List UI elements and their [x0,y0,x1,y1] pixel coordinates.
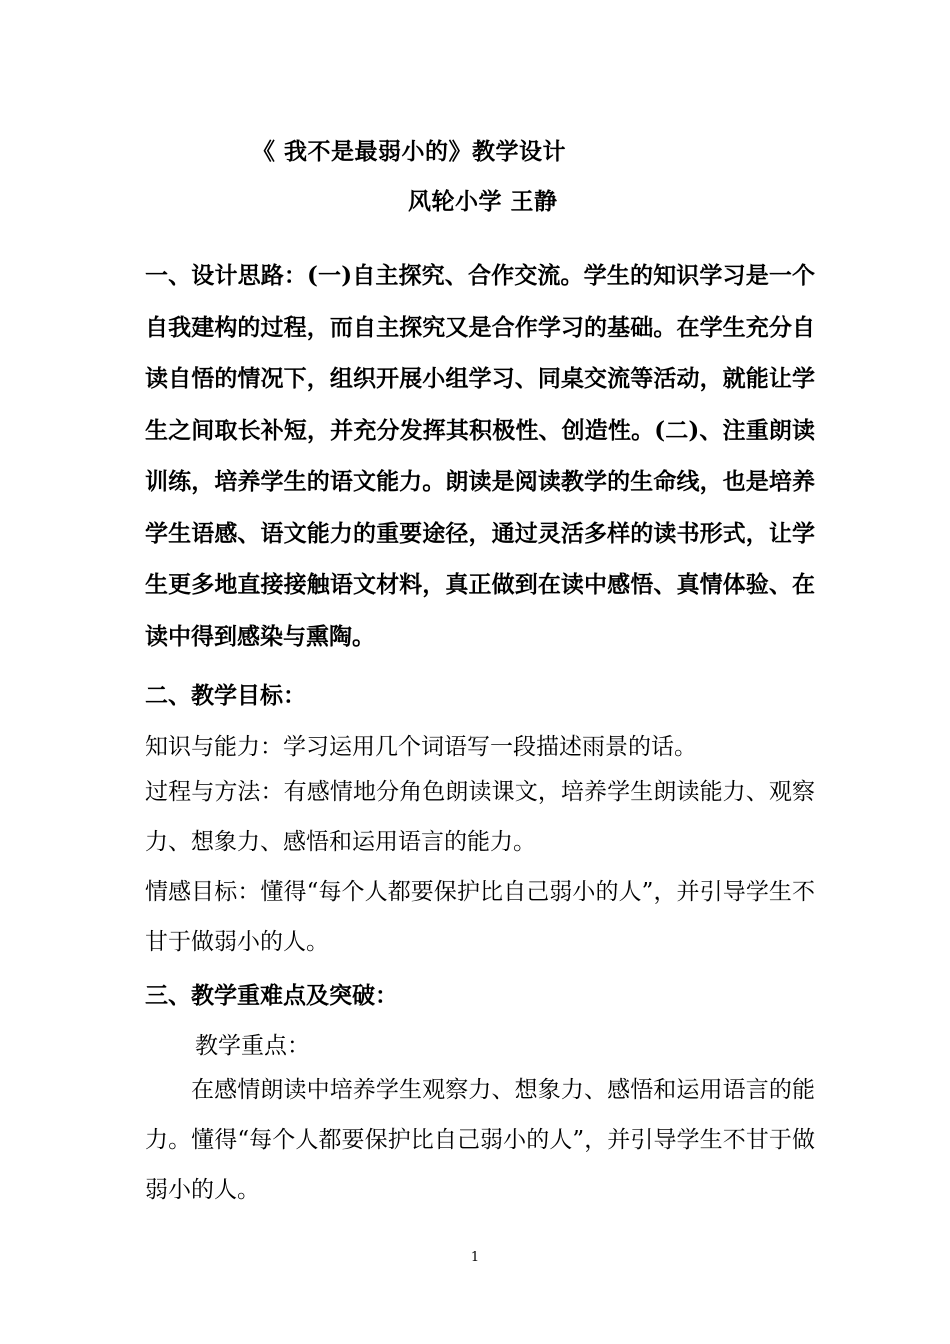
key-point-label: 教学重点： [195,1033,310,1059]
objective-knowledge: 知识与能力：学习运用几个词语写一段描述雨景的话。 [145,734,697,760]
design-ideas-paragraph: 一、设计思路：(一)自主探究、合作交流。学生的知识学习是一个自我建构的过程，而自主探究又是合作学习的基础。在学生充分自读自悟的情况下，组织开展小组学习、同桌交流等活动，就能让学生之间取长补短，并充分发挥其积极性、创造性。(二)、注重朗读训练，培养学生的语文能力。朗读是阅读教学的生命线，也是培养学生语感、语文能力的重要途径，通过灵活多样的读书形式，让学生更多地直接接触语文材料，真正做到在读中感悟、真情体验、在读中得到感染与熏陶。 [145,262,815,650]
key-point-text: 在感情朗读中培养学生观察力、想象力、感悟和运用语言的能力。懂得“每个人都要保护比自己弱小的人”，并引导学生不甘于做弱小的人。 [145,1077,815,1203]
key-difficulties-heading: 三、教学重难点及突破： [145,982,398,1009]
document-title: 《 我不是最弱小的》教学设计 [252,138,567,165]
document-author: 风轮小学 王静 [408,188,558,215]
teaching-objectives-heading: 二、教学目标： [145,682,306,709]
objective-process: 过程与方法：有感情地分角色朗读课文，培养学生朗读能力、观察力、想象力、感悟和运用语言的能力。 [145,779,815,855]
objective-emotion: 情感目标：懂得“每个人都要保护比自己弱小的人”，并引导学生不甘于做弱小的人。 [145,879,815,955]
page-number: 1 [470,1250,480,1265]
